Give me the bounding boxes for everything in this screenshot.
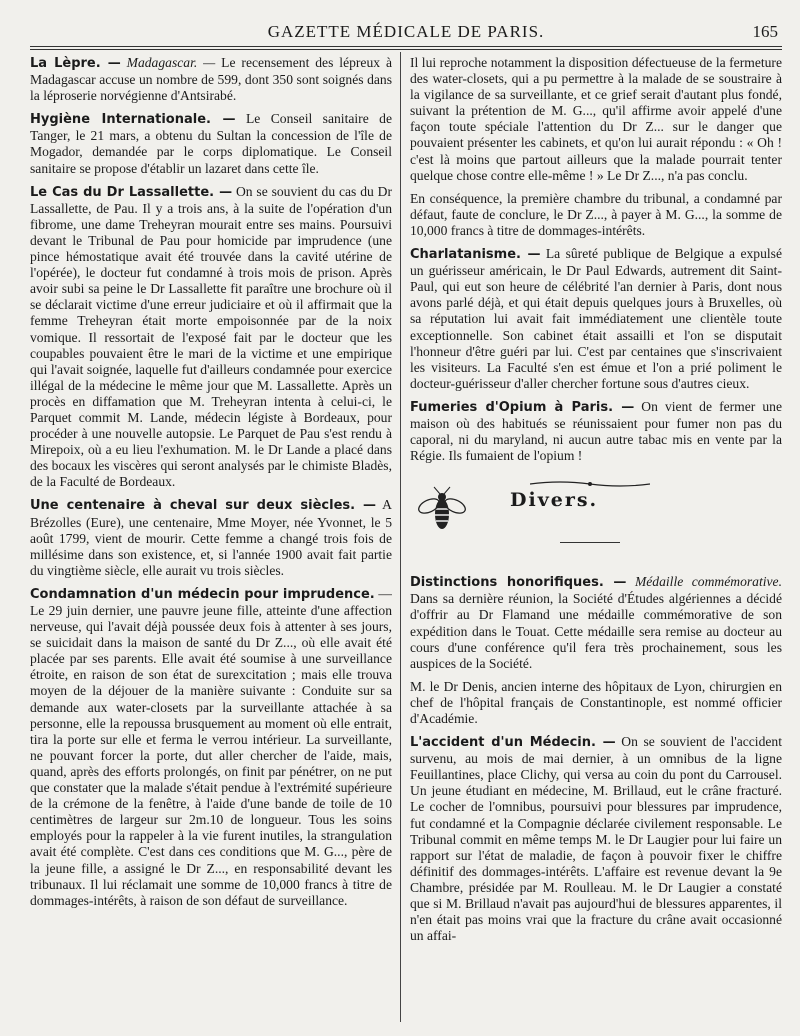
article-heading: Le Cas du Dr Lassallette. — [30,184,233,200]
page-number: 165 [752,22,778,41]
article-accident [410,734,782,944]
column-divider [400,52,401,1022]
right-column [410,55,782,1026]
article-body: On vient de fermer une maison où des habitués se réunissaient pour fumer non pas du caporal, ni du maryland, ni aucun autre tabac mis en vente par la Régie. Ils fumaient de l'opium ! [410,398,782,464]
article-distinctions [410,574,782,672]
article-body: Dans sa dernière réunion, la Société d'Études algériennes a décidé d'offrir au Dr Flamand une médaille commémorative de son expédition dans le Touat. Cette médaille sera remise au docteur au cours d'une conférence qu'il fera très prochainement, sous les auspices de la Société. [410,591,782,671]
article-lepre [30,55,392,104]
article-denis [410,679,782,727]
article-heading: La Lèpre. — [30,56,121,71]
journal-title: GAZETTE MÉDICALE DE PARIS. [267,22,545,41]
article-heading: Une centenaire à cheval sur deux siècles. — [30,498,377,514]
bee-icon [414,484,470,540]
article-heading: Charlatanisme. — [410,247,541,263]
header-rule [30,46,782,47]
page-header [30,18,782,44]
article-body: On se souvient de l'accident survenu, au mois de mai dernier, à un omnibus de la ligne Feuillantines, place Clichy, qui versa au coin du pont du Carrousel. Un jeune étudiant en médecine, M. Brillaud, eut le crâne fracturé. Le cocher de l'omnibus, poursuivi pour blessures par imprudence, fut condamné et la Compagnie déclarée civilement responsable. Le Tribunal commit en même temps M. le Dr Laugier pour lui faire un rapport sur l'état de maladie, de façon à pouvoir fixer le chiffre définitif des dommages-intérêts. L'affaire est revenue devant la 9e Chambre, présidée par M. Roulleau. M. le Dr Laugier a constaté que si M. Brillaud n'avait pas aujourd'hui de blessures apparentes, il n'en était pas moins vrai que la fracture du crâne avait occasionné un affai- [410,734,782,944]
article-opium [410,399,782,464]
article-continuation [410,55,782,184]
article-heading: Condamnation d'un médecin pour imprudence. [30,586,375,602]
article-heading: Hygiène Internationale. — [30,112,236,128]
article-charlatanisme [410,246,782,392]
article-consequence [410,191,782,239]
header-rule-double [30,49,782,50]
article-lassallette [30,184,392,491]
ornament-icon [530,480,650,488]
divider [560,542,620,547]
divers-section-header [410,472,782,568]
article-body: La sûreté publique de Belgique a expulsé un guérisseur américain, le Dr Paul Edwards, autrement dit Saint-Paul, qui eut son heure de célébrité l'an dernier à Paris, dont nous avons parlé déjà, et qui était depuis quelques jours à Bruxelles, où sa réputation lui avait fait immédiatement une clientèle toute exceptionnelle. Son cabinet était assailli et l'on se disputait l'honneur d'être guéri par lui. C'est par centaines que s'inscrivaient les visiteurs. La Faculté s'en est émue et l'on a prié poliment le docteur-guérisseur d'aller chercher fortune sous d'autres cieux. [410,246,782,391]
article-hygiene [30,111,392,176]
article-centenaire [30,497,392,578]
article-body: Le recensement des lépreux à Madagascar accuse un nombre de 599, dont 350 sont soignés dans la léproserie norvégienne d'Antsirabé. [30,55,392,104]
article-body: En conséquence, la première chambre du tribunal, a condamné par défaut, faute de conclure, le Dr Z..., à payer à M. G..., la somme de 10,000 francs à titre de dommages-intérêts. [410,190,782,238]
article-body: Il lui reproche notamment la disposition défectueuse de la fermeture des water-closets, qui a pu permettre à la malade de se soustraire à la vigilance de sa surveillante, et ce grief serait d'autant plus fondé, suivant la prétention de M. G..., qu'il affirme avoir appelé d'une façon toute spéciale l'attention du Dr Z... sur le danger que pouvaient présenter les cabinets, et qu'on lui aurait répondu : « Oh ! c'est là moins que partout ailleurs que la malade pourrait tenter quelque chose contre elle-même ! » Le Dr Z..., n'a pas conclu. [410,55,782,183]
left-column [30,55,392,1026]
article-body: On se souvient du cas du Dr Lassallette, de Pau. Il y a trois ans, à la suite de l'opération d'un fibrome, une dame Treheyran mourait entre ses mains. Poursuivi devant le Tribunal de Pau pour homicide par imprudence (une pince hémostatique avait été trouvée dans la cavité utérine de l'opérée), le docteur fut condamné à trois mois de prison. Après avoir subi sa peine le Dr Lassallette fit paraître une brochure où il se déclarait victime d'une erreur judiciaire et où il affirmait que la femme Treheyran était morte empoisonnée par de la noix vomique. Il ressortait de l'exposé fait par le docteur que les coupables pouvaient être le mari de la victime et une empirique qui l'avait soignée, laquelle fut d'ailleurs condamnée pour exercice illégal de la médecine le même jour que M. Lassallette. Après un procès en diffamation que M. Treheyran intenta à celui-ci, le Parquet commit M. Lande, médecin légiste à Bordeaux, pour procéder à une nouvelle autopsie. Le Parquet de Pau s'est rendu à Mirepoix, où a eu lieu l'exhumation. M. le Dr Lande a placé dans des bocaux les viscères qui seront analysés par le chimiste Bladès, de la Faculté de Bordeaux. [30,183,392,490]
article-heading: Distinctions honorifiques. — [410,575,627,591]
article-subheading: Madagascar. — [126,55,216,70]
article-subheading: Médaille commémorative. [634,574,782,590]
article-body: — Le 29 juin dernier, une pauvre jeune fille, atteinte d'une affection nerveuse, qui l'avait déjà poussée deux fois à attenter à ses jours, se suicidait dans la maison de santé du Dr Z..., où elle avait été placée par ses parents. Elle avait été soumise à une surveillance étroite, en raison de son état de surexcitation ; mais elle trouva moyen de la déjouer de la manière suivante : Conduite sur sa demande aux water-closets par la surveillante attachée à sa personne, elle la repoussa brusquement au moment où elle entrait, tira la porte sur elle et ferma le verrou intérieur. La surveillante, ne pouvant forcer la porte, dut aller chercher de l'aide, mais, quand, après des efforts prolongés, on finit par pénétrer, on ne put que constater que la malade s'était pendue à l'extrémité supérieure de la crémone de la fenêtre, à l'aide d'une bande de toile de 10 centimètres de largeur sur 2m.10 de longueur. Tous les soins employés pour la rappeler à la vie furent inutiles, la strangulation avait été complète. C'est dans ces conditions que M. G..., père de la jeune fille, a assigné le Dr Z..., en responsabilité devant les tribunaux. Il lui réclamait une somme de 10,000 francs à titre de dommages-intérêts, à raison de son défaut de surveillance. [30,585,392,908]
article-body: A Brézolles (Eure), une centenaire, Mme Moyer, née Yvonnet, le 5 août 1799, vient de mourir. Cette femme a changé trois fois de millésime dans son existence, et, si l'année 1900 avait fait partie du vingtième siècle, elle aurait vu trois siècles. [30,497,392,578]
article-heading: L'accident d'un Médecin. — [410,735,616,751]
section-title: Divers. [510,489,599,512]
article-body: M. le Dr Denis, ancien interne des hôpitaux de Lyon, chirurgien en chef de l'hôpital français de Constantinople, est nommé officier d'Académie. [410,678,782,726]
article-heading: Fumeries d'Opium à Paris. — [410,399,635,415]
article-body: Le Conseil sanitaire de Tanger, le 21 mars, a obtenu du Sultan la concession de l'île de Mogador, demandée par le corps diplomatique. Le Conseil sanitaire se propose d'établir un lazaret dans cette île. [30,111,392,176]
article-condamnation [30,586,392,909]
